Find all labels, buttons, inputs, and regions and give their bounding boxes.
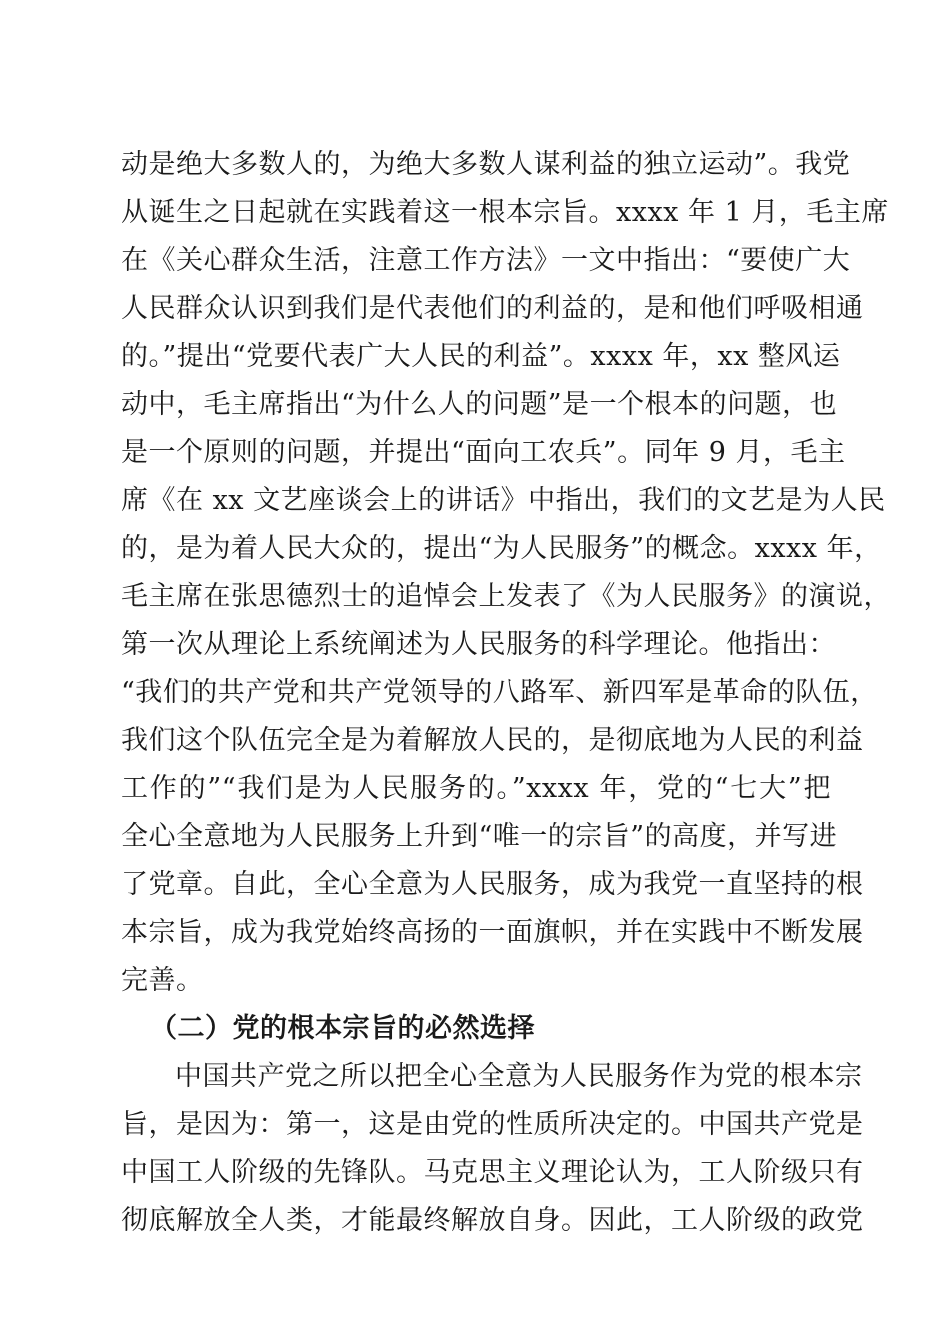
paragraph-line: 了党章。自此，全心全意为人民服务，成为我党一直坚持的根 [121, 869, 864, 900]
paragraph-line: 中国工人阶级的先锋队。马克思主义理论认为，工人阶级只有 [121, 1157, 864, 1188]
paragraph-line: “我们的共产党和共产党领导的八路军、新四军是革命的队伍， [121, 677, 878, 708]
paragraph-line: 人民群众认识到我们是代表他们的利益的，是和他们呼吸相通 [121, 293, 864, 324]
paragraph-line: 本宗旨，成为我党始终高扬的一面旗帜，并在实践中不断发展 [121, 917, 864, 948]
paragraph-line: 毛主席在张思德烈士的追悼会上发表了《为人民服务》的演说， [121, 581, 891, 612]
paragraph-line: 是一个原则的问题，并提出“面向工农兵”。同年 9 月，毛主 [121, 437, 846, 468]
paragraph-line: 席《在 xx 文艺座谈会上的讲话》中指出，我们的文艺是为人民 [121, 485, 886, 516]
paragraph-line: 中国共产党之所以把全心全意为人民服务作为党的根本宗 [175, 1061, 863, 1092]
paragraph-line: 全心全意地为人民服务上升到“唯一的宗旨”的高度，并写进 [121, 821, 838, 852]
paragraph-line: 的，是为着人民大众的，提出“为人民服务”的概念。xxxx 年， [121, 533, 882, 564]
paragraph-line: 从诞生之日起就在实践着这一根本宗旨。xxxx 年 1 月，毛主席 [121, 197, 889, 228]
paragraph-line: 完善。 [121, 965, 204, 996]
paragraph-line: 的。”提出“党要代表广大人民的利益”。xxxx 年，xx 整风运 [121, 341, 841, 372]
paragraph-line: 彻底解放全人类，才能最终解放自身。因此，工人阶级的政党 [121, 1205, 864, 1236]
paragraph-line: 第一次从理论上系统阐述为人民服务的科学理论。他指出： [121, 629, 836, 660]
paragraph-line: 在《关心群众生活，注意工作方法》一文中指出：“要使广大 [121, 245, 851, 276]
paragraph-line: 工作的”“我们是为人民服务的。”xxxx 年，党的“七大”把 [121, 773, 831, 804]
paragraph-line: 我们这个队伍完全是为着解放人民的，是彻底地为人民的利益 [121, 725, 864, 756]
paragraph-line: 动是绝大多数人的，为绝大多数人谋利益的独立运动”。我党 [121, 149, 851, 180]
paragraph-line: 旨，是因为：第一，这是由党的性质所决定的。中国共产党是 [121, 1109, 864, 1140]
paragraph-line: 动中，毛主席指出“为什么人的问题”是一个根本的问题，也 [121, 389, 838, 420]
section-heading: （二）党的根本宗旨的必然选择 [150, 1013, 535, 1044]
